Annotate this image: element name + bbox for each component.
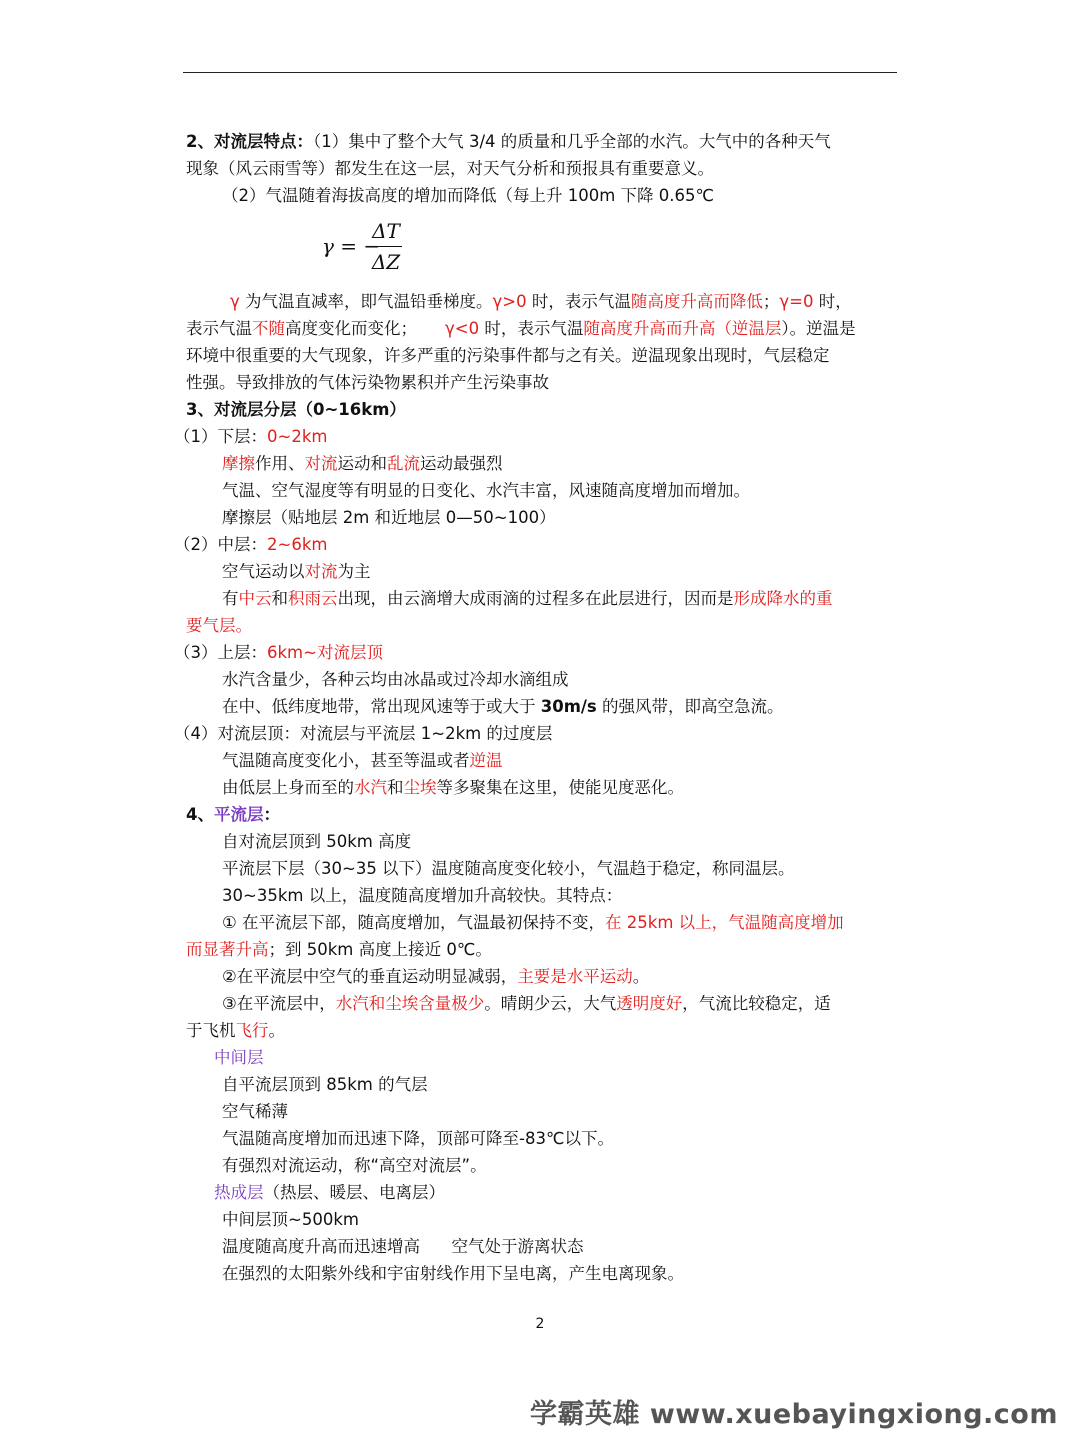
s3-upper-b: 在中、低纬度地带，常出现风速等于或大于 30m/s 的强风带，即高空急流。 bbox=[222, 697, 784, 716]
s4-a: 自对流层顶到 50km 高度 bbox=[222, 832, 412, 851]
s4-e: 而显著升高；到 50km 高度上接近 0℃。 bbox=[186, 940, 492, 959]
formula-numerator: ΔT bbox=[372, 219, 400, 243]
s3-top-b: 由低层上身而至的水汽和尘埃等多聚集在这里，使能见度恶化。 bbox=[222, 778, 684, 797]
s4-g: ③在平流层中，水汽和尘埃含量极少。晴朗少云，大气透明度好，气流比较稳定，适 bbox=[222, 994, 831, 1013]
s2-line-2: 现象（风云雨雪等）都发生在这一层，对天气分析和预报具有重要意义。 bbox=[186, 159, 714, 178]
s2-line-1: 2、对流层特点：（1）集中了整个大气 3/4 的质量和几乎全部的水汽。大气中的各种天气 bbox=[186, 132, 831, 151]
thermo-b: 温度随高度升高而迅速增高 空气处于游离状态 bbox=[222, 1237, 584, 1256]
s3-top-title: （4）对流层顶：对流层与平流层 1~2km 的过度层 bbox=[174, 724, 553, 743]
s3-upper-a: 水汽含量少，各种云均由冰晶或过冷却水滴组成 bbox=[222, 670, 569, 689]
formula-lhs: γ = − bbox=[322, 234, 381, 258]
s3-top-a: 气温随高度变化小，甚至等温或者逆温 bbox=[222, 751, 503, 770]
s4-d: ① 在平流层下部，随高度增加，气温最初保持不变，在 25km 以上，气温随高度增加 bbox=[222, 913, 844, 932]
meso-c: 气温随高度增加而迅速下降，顶部可降至-83℃以下。 bbox=[222, 1129, 614, 1148]
s2-heading: 2、对流层特点： bbox=[186, 132, 313, 151]
header-rule bbox=[183, 72, 897, 73]
s3-upper-title: （3）上层：6km~对流层顶 bbox=[174, 643, 383, 662]
s3-lower-a: 摩擦作用、对流运动和乱流运动最强烈 bbox=[222, 454, 503, 473]
s3-heading: 3、对流层分层（0~16km） bbox=[186, 400, 406, 419]
s3-middle-a: 空气运动以对流为主 bbox=[222, 562, 371, 581]
fraction-bar bbox=[370, 246, 402, 247]
formula-fraction bbox=[370, 218, 402, 275]
formula-denominator: ΔZ bbox=[371, 250, 401, 274]
thermo-a: 中间层顶~500km bbox=[222, 1210, 359, 1229]
s2-para-line-1: γ 为气温直减率，即气温铅垂梯度。γ>0 时，表示气温随高度升高而降低；γ=0 时， bbox=[230, 292, 852, 311]
s4-heading: 4、平流层： bbox=[186, 805, 280, 824]
s4-h: 于飞机飞行。 bbox=[186, 1021, 285, 1040]
s3-lower-c: 摩擦层（贴地层 2m 和近地层 0—50~100） bbox=[222, 508, 556, 527]
s2-line-3: （2）气温随着海拔高度的增加而降低（每上升 100m 下降 0.65℃ bbox=[222, 186, 715, 205]
s3-middle-title: （2）中层：2~6km bbox=[174, 535, 328, 554]
thermo-c: 在强烈的太阳紫外线和宇宙射线作用下呈电离，产生电离现象。 bbox=[222, 1264, 684, 1283]
s3-lower-title: （1）下层：0~2km bbox=[174, 427, 328, 446]
thermo-heading: 热成层（热层、暖层、电离层） bbox=[214, 1183, 445, 1202]
site-watermark: 学霸英雄 www.xuebayingxiong.com bbox=[529, 1399, 1058, 1430]
page-number: 2 bbox=[535, 1316, 545, 1332]
meso-heading: 中间层 bbox=[214, 1048, 264, 1067]
s2-para-line-3: 环境中很重要的大气现象，许多严重的污染事件都与之有关。逆温现象出现时，气层稳定 bbox=[186, 346, 830, 365]
s3-middle-b: 有中云和积雨云出现，由云滴增大成雨滴的过程多在此层进行，因而是形成降水的重 bbox=[222, 589, 833, 608]
s4-b: 平流层下层（30~35 以下）温度随高度变化较小，气温趋于稳定，称同温层。 bbox=[222, 859, 795, 878]
meso-d: 有强烈对流运动，称“高空对流层”。 bbox=[222, 1156, 487, 1175]
meso-a: 自平流层顶到 85km 的气层 bbox=[222, 1075, 428, 1094]
meso-b: 空气稀薄 bbox=[222, 1102, 288, 1121]
s3-lower-b: 气温、空气湿度等有明显的日变化、水汽丰富，风速随高度增加而增加。 bbox=[222, 481, 750, 500]
s4-c: 30~35km 以上，温度随高度增加升高较快。其特点： bbox=[222, 886, 623, 905]
s4-f: ②在平流层中空气的垂直运动明显减弱，主要是水平运动。 bbox=[222, 967, 650, 986]
s3-middle-c: 要气层。 bbox=[186, 616, 252, 635]
s2-para-line-4: 性强。导致排放的气体污染物累积并产生污染事故 bbox=[186, 373, 549, 392]
s2-para-line-2: 表示气温不随高度变化而变化； γ<0 时，表示气温随高度升高而升高（逆温层）。逆温是 bbox=[186, 319, 856, 338]
